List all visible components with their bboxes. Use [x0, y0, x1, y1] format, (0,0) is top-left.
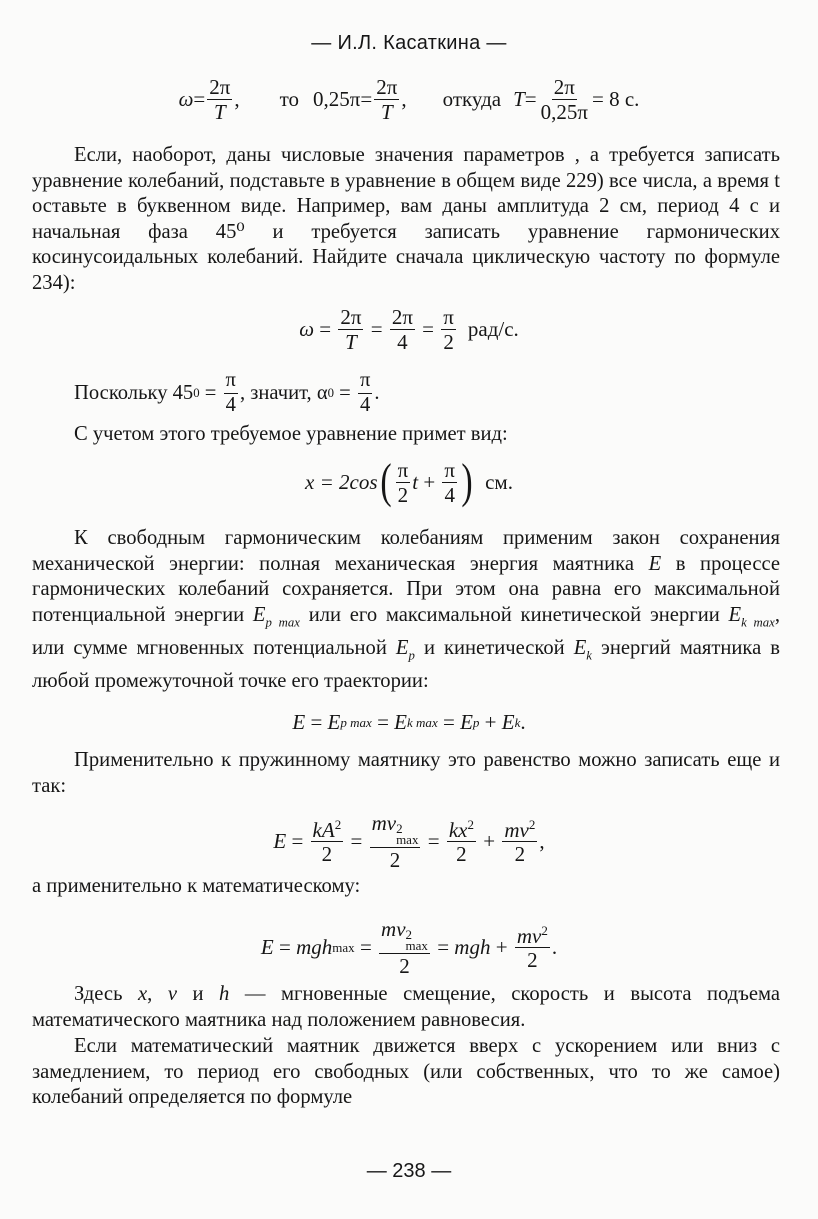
equation-cyclic-frequency: ω = $\frac{2\pi}{T}$ = $\frac{2\pi}{4}$ = $\frac{\pi}{2}$ рад/с.	[299, 305, 519, 355]
paragraph-math-pendulum-intro: а применительно к математическому:	[32, 875, 361, 897]
paragraph-variables-definition: Здесь x, v и h — мгновенные смещение, скорость и высота подъема математического маятника над положением равновесия.	[32, 983, 781, 1031]
line-initial-phase: Поскольку 45 0 = $\frac{\pi}{4}$ , значит, α 0 = $\frac{\pi}{4}$ .	[74, 369, 380, 416]
equation-energy-sum: E = E p max = E k max = E p + E k .	[292, 710, 526, 734]
paragraph-spring-pendulum: Применительно к пружинному маятнику это равенство можно записать еще и так:	[32, 749, 780, 797]
equation-omega-period: ω = $\frac{2\pi}{T}$ , то 0,25π = $\frac{2\pi}{T}$ , откуда T = $\frac{2\pi}{0,25\pi}$ = 8 с.	[178, 75, 640, 125]
equation-spring-energy: E = $\frac{kA^2}{2}$ = mv 2 max 2 = $\frac{kx^2}{2}$ + $\frac{mv^2}{2}$ ,	[273, 811, 545, 872]
paragraph-equation-form: С учетом этого требуемое уравнение примет вид:	[74, 423, 508, 445]
paragraph-numeric-parameters: Если, наоборот, даны числовые значения параметров , а требуется записать уравнение колебаний, подставьте в уравнение в общем виде 229) все числа, а время t оставьте в буквенном виде. Например, вам даны амплитуда 2 см, период 4 с и начальная фаза 45⁰ и требуется записать уравнение гармонических косинусоидальных колебаний. Найдите сначала циклическую частоту по формуле 234):	[32, 144, 780, 294]
paragraph-accelerated-pendulum: Если математический маятник движется вверх с ускорением или вниз с замедлением, то период его свободных (или собственных, что то же самое) колебаний определяется по формуле	[32, 1035, 780, 1109]
running-header: — И.Л. Касаткина —	[311, 32, 507, 54]
page-number: — 238 —	[366, 1160, 452, 1182]
equation-oscillation: x = 2cos ( $\frac{\pi}{2}$ t + $\frac{\pi}{4}$ ) см.	[305, 455, 513, 508]
paragraph-energy-conservation: К свободным гармоническим колебаниям применим закон сохранения механической энергии: полная механическая энергия маятника E в процессе гармонических колебаний сохраняется. При этом она равна его максимальной потенциальной энергии $E_{p max}$ или его максимальной кинетической энергии $E_{k max}$, или сумме мгновенных потенциальной $E_p$ и кинетической $E_k$ энергий маятника в любой промежуточной точке его траектории:	[32, 527, 781, 693]
equation-math-pendulum-energy: E = mgh max = mv 2 max 2 = mgh + $\frac{mv^2}{2}$ .	[260, 917, 558, 978]
